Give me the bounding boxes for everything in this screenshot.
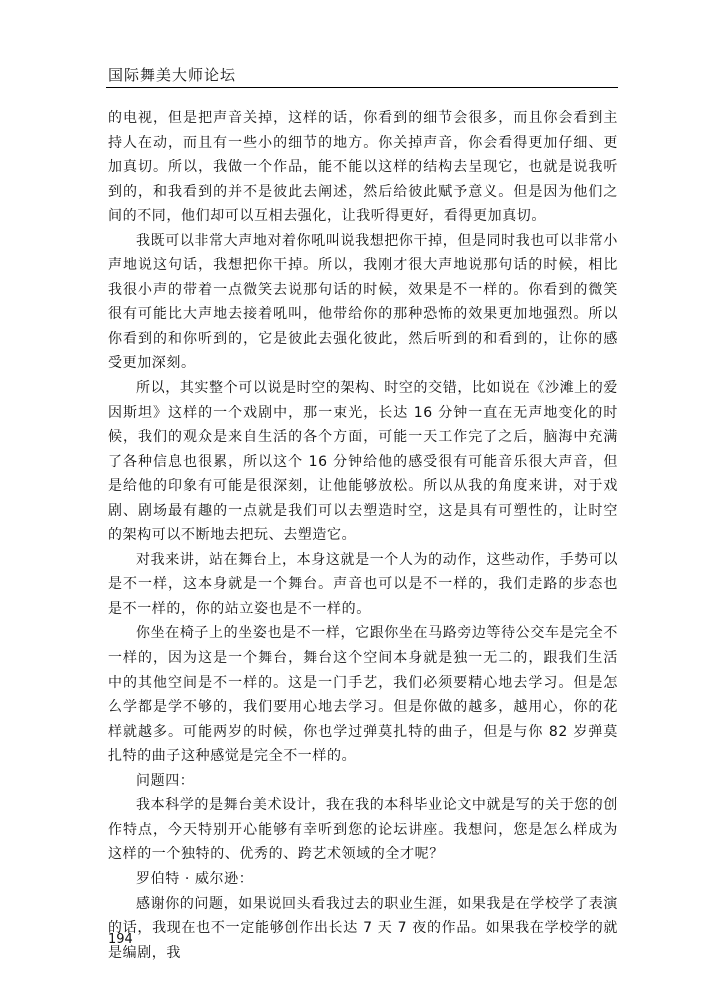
paragraph: 我既可以非常大声地对着你吼叫说我想把你干掉，但是同时我也可以非常小声地说这句话，我想把你干掉。所以，我刚才很大声地说那句话的时候，相比我很小声的带着一点微笑去说那句话的时候，效果是不一样的。你看到的微笑很有可能比大声地去接着吼叫，他带给你的那种恐怖的效果更加地强烈。所以你看到的和你听到的，它是彼此去强化彼此，然后听到的和看到的，让你的感受更加深刻。 xyxy=(108,232,618,372)
question-heading: 问题四： xyxy=(136,772,195,789)
speaker-label: 罗伯特 · 威尔逊： xyxy=(136,870,254,887)
header-rule xyxy=(106,87,618,88)
paragraph: 对我来讲，站在舞台上，本身这就是一个人为的动作，这些动作，手势可以是不一样，这本身就是一个舞台。声音也可以是不一样的，我们走路的步态也是不一样的，你的站立姿也是不一样的。 xyxy=(108,551,618,617)
paragraph: 所以，其实整个可以说是时空的架构、时空的交错，比如说在《沙滩上的爱因斯坦》这样的一个戏剧中，那一束光，长达 16 分钟一直在无声地变化的时候，我们的观众是来自生活的各个方面，可能一天工作完了之后，脑海中充满了各种信息也很累，所以这个 16 分钟给他的感受很有可能音乐很大声音，但是给他的印象有可能是很深刻，让他能够放松。所以从我的角度来讲，对于戏剧、剧场最有趣的一点就是我们可以去塑造时空，这是具有可塑性的，让时空的架构可以不断地去把玩、去塑造它。 xyxy=(108,380,618,544)
paragraph-continuation: 的电视，但是把声音关掉，这样的话，你看到的细节会很多，而且你会看到主持人在动，而且有一些小的细节的地方。你关掉声音，你会看得更加仔细、更加真切。所以，我做一个作品，能不能以这样的结构去呈现它，也就是说我听到的，和我看到的并不是彼此去阐述，然后给彼此赋予意义。但是因为他们之间的不同，他们却可以互相去强化，让我听得更好，看得更加真切。 xyxy=(108,110,618,225)
question-text: 我本科学的是舞台美术设计，我在我的本科毕业论文中就是写的关于您的创作特点，今天特别开心能够有幸听到您的论坛讲座。我想问，您是怎么样成为这样的一个独特的、优秀的、跨艺术领域的全才呢？ xyxy=(108,797,618,863)
page-number: 194 xyxy=(108,932,133,947)
answer-text: 感谢你的问题，如果说回头看我过去的职业生涯，如果我是在学校学了表演的话，我现在也不一定能够创作出长达 7 天 7 夜的作品。如果我在学校学的就是编剧，我 xyxy=(108,895,618,961)
page-header-title: 国际舞美大师论坛 xyxy=(108,66,237,84)
body-text xyxy=(108,106,618,965)
paragraph: 你坐在椅子上的坐姿也是不一样，它跟你坐在马路旁边等待公交车是完全不一样的，因为这是一个舞台，舞台这个空间本身就是独一无二的，跟我们生活中的其他空间是不一样的。这是一门手艺，我们必须要精心地去学习。但是怎么学都是学不够的，我们要用心地去学习。但是你做的越多，越用心，你的花样就越多。可能两岁的时候，你也学过弹莫扎特的曲子，但是与你 82 岁弹莫扎特的曲子这种感觉是完全不一样的。 xyxy=(108,625,618,765)
